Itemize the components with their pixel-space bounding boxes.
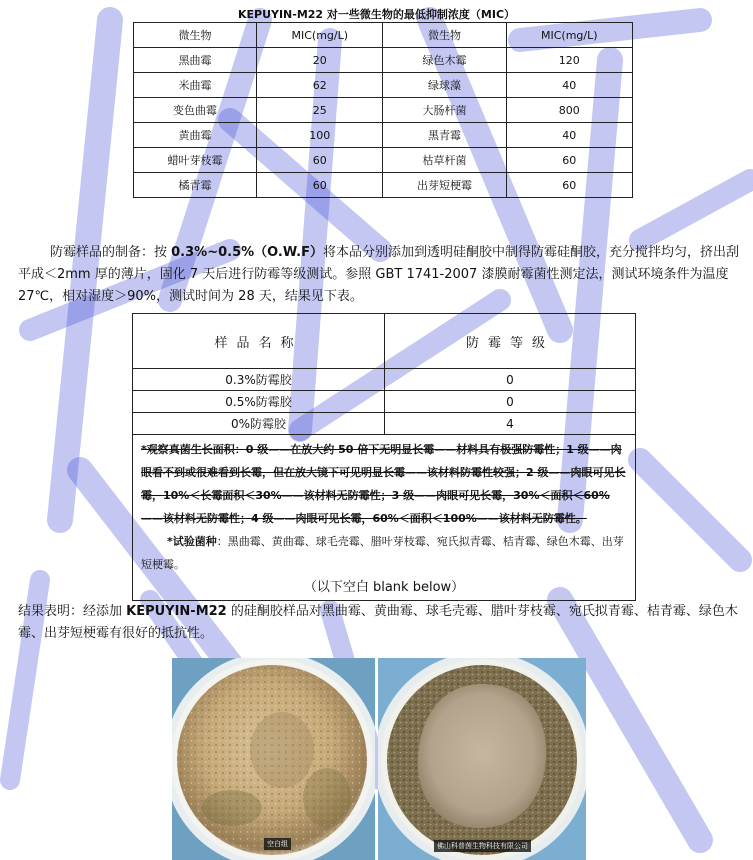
mould-grade-table — [132, 313, 636, 601]
growth-area-note: *观察真菌生长面积：0 级——在放大约 50 倍下无明显长霉——材料具有极强防霉性；1 级——肉眼看不到或很难看到长霉，但在放大镜下可见明显长霉——该材料防霉性较强；2 级——肉眼可见长霉，10%＜长霉面积＜30%——该材料无防霉性；3 级——肉眼可见长霉，30%＜面积＜60%——该材料无防霉性；4 级——肉眼可见长霉，60%＜面积＜100%——该材料无防霉性。 — [141, 443, 626, 525]
photo-caption-company: 佛山科普茵生物科技有限公司 — [434, 840, 531, 852]
table1-title: KEPUYIN-M22 对一些微生物的最低抑制浓度（MIC） — [237, 8, 516, 21]
para1-text-a: 防霉样品的制备：按 — [50, 245, 172, 260]
microorganism-cell: 米曲霉 — [134, 73, 257, 98]
preparation-paragraph — [18, 242, 742, 308]
mic-value-cell: 62 — [257, 73, 383, 98]
para2-text-a: 结果表明：经添加 — [18, 604, 127, 619]
header-mic: MIC(mg/L) — [257, 23, 383, 48]
para1-text-c: 将本品分别添加到透明硅酮胶中制得防霉硅酮胶，充分搅拌均匀，挤出刮平成＜2mm 厚的薄片，固化 7 天后进行防霉等级测试。参照 GBT 1741-2007 漆膜耐霉菌性测定法，测试环境条件为温度 27℃，相对湿度＞90%，测试时间为 28 天，结果见下表。 — [18, 245, 739, 304]
photo-caption-control: 空白组 — [264, 838, 291, 850]
table-row — [134, 123, 633, 148]
header-microorganism: 微生物 — [134, 23, 257, 48]
blank-below-note: （以下空白 blank below） — [303, 580, 465, 595]
microorganism-cell: 绿色木霉 — [383, 48, 506, 73]
table-row — [134, 173, 633, 198]
mic-value-cell: 60 — [506, 148, 632, 173]
microorganism-cell: 黄曲霉 — [134, 123, 257, 148]
mic-value-cell: 60 — [506, 173, 632, 198]
header-mic: MIC(mg/L) — [506, 23, 632, 48]
microorganism-cell: 黑青霉 — [383, 123, 506, 148]
test-strains-text: ：黑曲霉、黄曲霉、球毛壳霉、腊叶芽枝霉、宛氏拟青霉、桔青霉、绿色木霉、出芽短梗霉。 — [141, 535, 624, 571]
header-microorganism: 微生物 — [383, 23, 506, 48]
test-strains-label: *试验菌种 — [167, 535, 217, 548]
sample-name: 0%防霉胶 — [133, 413, 385, 434]
mic-value-cell: 60 — [257, 173, 383, 198]
mic-value-cell: 120 — [506, 48, 632, 73]
grade-table-header — [133, 314, 635, 369]
table-row — [133, 413, 635, 435]
table-row — [133, 391, 635, 413]
microorganism-cell: 黑曲霉 — [134, 48, 257, 73]
grade-notes — [141, 438, 629, 576]
microorganism-cell: 枯草杆菌 — [383, 148, 506, 173]
treated-sample-photo — [378, 658, 586, 860]
para2-text-c: 的硅酮胶样品对黑曲霉、黄曲霉、球毛壳霉、腊叶芽枝霉、宛氏拟青霉、桔青霉、绿色木霉、出芽短梗霉有很好的抵抗性。 — [18, 604, 738, 641]
header-sample-name: 样品名称 — [133, 314, 385, 368]
microorganism-cell: 出芽短梗霉 — [383, 173, 506, 198]
mic-value-cell: 100 — [257, 123, 383, 148]
table-row — [134, 98, 633, 123]
mould-grade: 4 — [506, 416, 514, 431]
mic-value-cell: 20 — [257, 48, 383, 73]
mould-grade: 0 — [506, 394, 514, 409]
sample-name: 0.3%防霉胶 — [133, 369, 385, 390]
mic-value-cell: 60 — [257, 148, 383, 173]
microorganism-cell: 绿球藻 — [383, 73, 506, 98]
para1-dosage: 0.3%~0.5%（O.W.F） — [171, 245, 323, 260]
mic-value-cell: 25 — [257, 98, 383, 123]
microorganism-cell: 变色曲霉 — [134, 98, 257, 123]
mic-value-cell: 800 — [506, 98, 632, 123]
mic-table-header — [134, 23, 633, 48]
header-mould-grade: 防霉等级 — [465, 335, 554, 351]
mould-grade: 0 — [506, 372, 514, 387]
microorganism-cell: 大肠杆菌 — [383, 98, 506, 123]
table-row — [134, 73, 633, 98]
mic-value-cell: 40 — [506, 73, 632, 98]
table-row — [133, 369, 635, 391]
mic-value-cell: 40 — [506, 123, 632, 148]
test-strains-note — [141, 530, 629, 576]
microorganism-cell: 蜡叶芽枝霉 — [134, 148, 257, 173]
microorganism-cell: 橘青霉 — [134, 173, 257, 198]
mic-table — [133, 22, 633, 198]
control-sample-photo — [172, 658, 375, 860]
table-row — [134, 48, 633, 73]
sample-name: 0.5%防霉胶 — [133, 391, 385, 412]
result-paragraph — [18, 601, 742, 645]
para2-product: KEPUYIN-M22 — [126, 604, 227, 619]
table-row — [134, 148, 633, 173]
